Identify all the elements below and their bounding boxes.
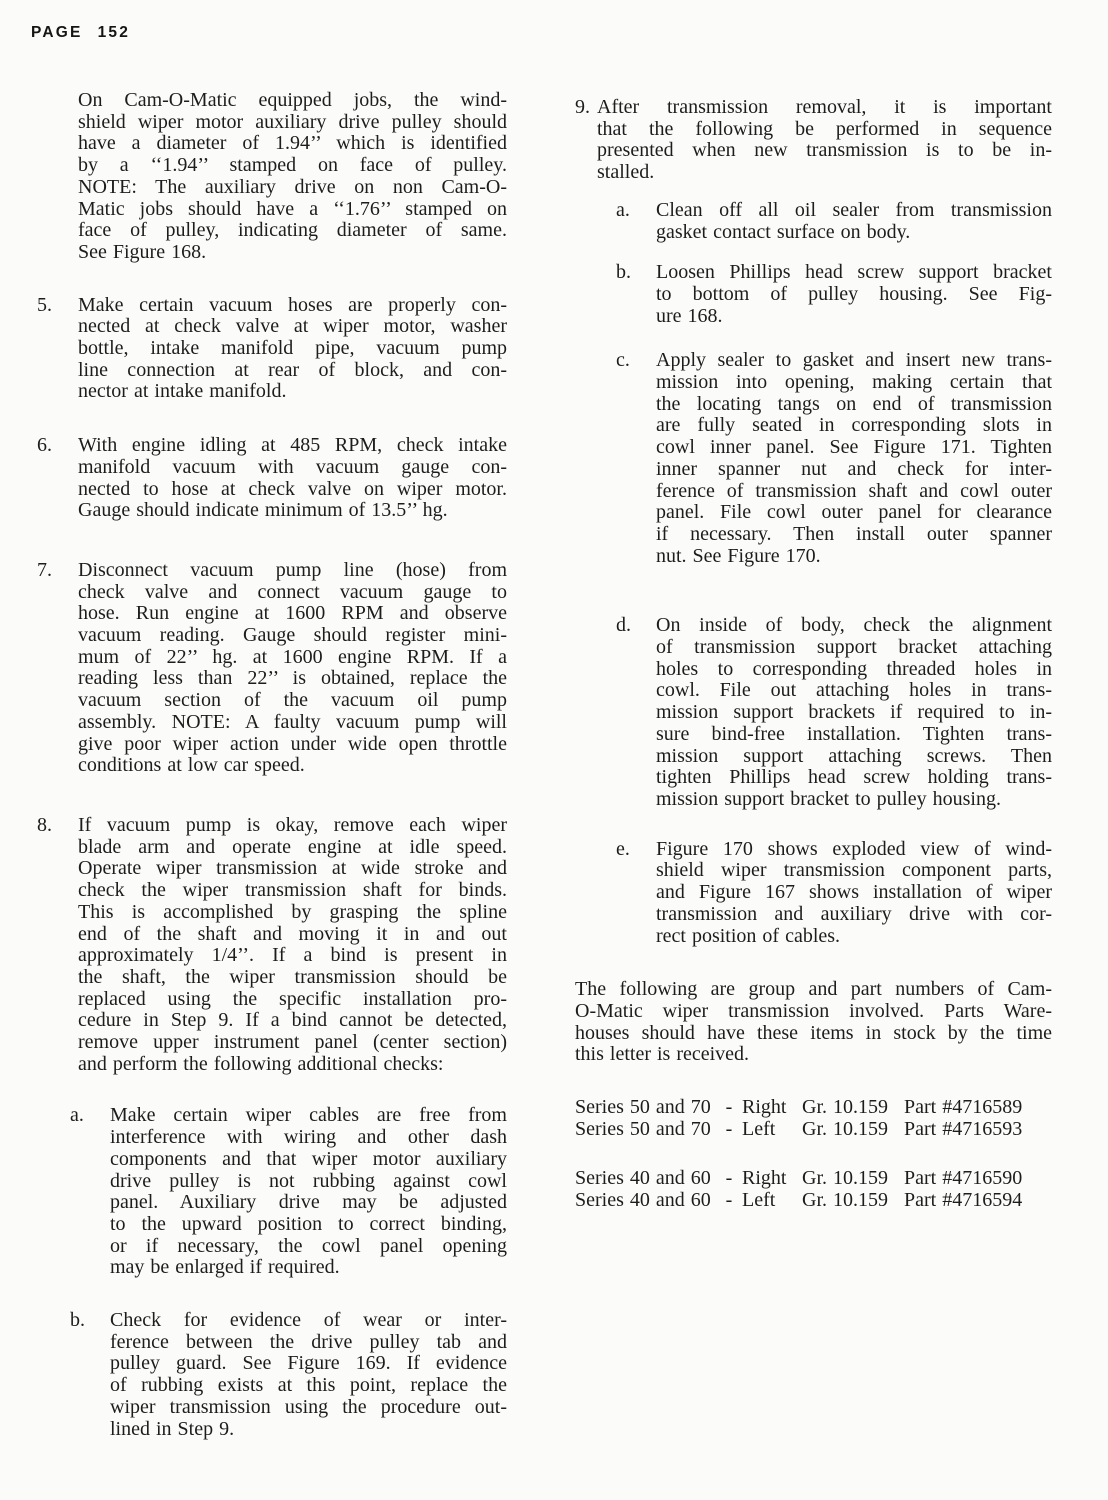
- step-9-sub-d: [616, 615, 1052, 810]
- text-line: conditions at low car speed.: [78, 754, 305, 777]
- text-line: Disconnect vacuum pump line (hose) from: [78, 558, 507, 581]
- step-9-sub-a-text: [656, 200, 1052, 243]
- parts-group-number: Gr. 10.159: [802, 1167, 888, 1190]
- parts-part-number: Part #4716593: [904, 1117, 1023, 1140]
- parts-side: Left: [742, 1189, 776, 1212]
- text-line: the locating tangs on end of transmission: [656, 392, 1052, 415]
- step-7: [37, 560, 507, 777]
- text-line: check valve and connect vacuum gauge to: [78, 580, 507, 603]
- left-column: [37, 90, 507, 1440]
- step-7-text: [78, 560, 507, 777]
- text-line: cedure in Step 9. If a bind cannot be detected,: [78, 1009, 507, 1032]
- text-line: Figure 170 shows exploded view of wind-: [656, 837, 1052, 860]
- text-line: hose. Run engine at 1600 RPM and observe: [78, 602, 507, 625]
- text-line: are fully seated in corresponding slots in: [656, 414, 1052, 437]
- step-8-sub-a: [70, 1105, 507, 1279]
- text-line: the shaft, the wiper transmission should be: [78, 965, 507, 988]
- step-9-sub-d-text: [656, 615, 1052, 810]
- text-line: Make certain vacuum hoses are properly con-: [78, 293, 507, 316]
- text-line: If vacuum pump is okay, remove each wiper: [78, 813, 507, 836]
- text-line: replaced using the specific installation pro-: [78, 987, 507, 1010]
- parts-part-number: Part #4716590: [904, 1167, 1023, 1190]
- text-line: drive pulley is not rubbing against cowl: [110, 1169, 507, 1192]
- step-9-sub-a: [616, 200, 1052, 243]
- step-9-sub-e: [616, 839, 1052, 948]
- text-line: panel. File cowl outer panel for clearance: [656, 501, 1052, 524]
- text-line: This is accomplished by grasping the spline: [78, 900, 507, 923]
- page-number: PAGE 152: [31, 24, 131, 41]
- text-line: and perform the following additional checks:: [78, 1052, 444, 1075]
- text-line: by a ‘‘1.94’’ stamped on face of pulley.: [78, 154, 507, 177]
- text-line: nut. See Figure 170.: [656, 544, 821, 567]
- text-line: wiper transmission using the procedure out-: [110, 1395, 507, 1418]
- parts-side: Right: [742, 1167, 787, 1190]
- parts-list-series-40-60: [575, 1168, 1052, 1211]
- text-line: remove upper instrument panel (center section): [78, 1031, 507, 1054]
- text-line: cowl. File out attaching holes in trans-: [656, 679, 1052, 702]
- text-line: approximately 1/4’’. If a bind is present in: [78, 944, 507, 967]
- text-line: of rubbing exists at this point, replace the: [110, 1374, 507, 1397]
- text-line: holes to corresponding threaded holes in: [656, 657, 1052, 680]
- text-line: ference between the drive pulley tab and: [110, 1330, 507, 1353]
- text-line: nector at intake manifold.: [78, 380, 287, 403]
- text-line: ure 168.: [656, 304, 723, 327]
- text-line: panel. Auxiliary drive may be adjusted: [110, 1191, 507, 1214]
- text-line: nected at check valve at wiper motor, washer: [78, 315, 507, 338]
- step-9-sub-c-letter: c.: [616, 349, 630, 372]
- parts-row: [575, 1168, 1052, 1190]
- step-8-sub-b: [70, 1310, 507, 1440]
- step-9-sub-b-letter: b.: [616, 261, 631, 284]
- text-line: to the upward position to correct binding,: [110, 1212, 507, 1235]
- step-7-number: 7.: [37, 558, 52, 581]
- step-8: [37, 815, 507, 1075]
- text-line: O-Matic wiper transmission involved. Parts Ware-: [575, 999, 1052, 1022]
- text-line: components and that wiper motor auxiliary: [110, 1147, 507, 1170]
- text-line: transmission and auxiliary drive with cor-: [656, 902, 1052, 925]
- parts-side: Left: [742, 1117, 776, 1140]
- right-column: [575, 97, 1052, 1212]
- text-line: shield wiper motor auxiliary drive pulley should: [78, 110, 507, 133]
- parts-separator: -: [725, 1189, 733, 1212]
- parts-separator: -: [725, 1096, 733, 1119]
- step-6-number: 6.: [37, 434, 52, 457]
- step-5-number: 5.: [37, 293, 52, 316]
- parts-separator: -: [725, 1167, 733, 1190]
- parts-group-number: Gr. 10.159: [802, 1096, 888, 1119]
- text-line: mum of 22’’ hg. at 1600 engine RPM. If a: [78, 645, 507, 668]
- step-6: [37, 435, 507, 522]
- paragraph-closing: [575, 979, 1052, 1066]
- text-line: give poor wiper action under wide open throttle: [78, 732, 507, 755]
- step-9-sub-c: [616, 350, 1052, 567]
- text-line: On Cam-O-Matic equipped jobs, the wind-: [78, 89, 507, 111]
- step-9-sub-e-text: [656, 839, 1052, 948]
- text-line: shield wiper transmission component parts,: [656, 859, 1052, 882]
- text-line: After transmission removal, it is important: [597, 96, 1052, 118]
- parts-series: Series 50 and 70: [575, 1096, 711, 1119]
- parts-group-number: Gr. 10.159: [802, 1189, 888, 1212]
- parts-row: [575, 1190, 1052, 1212]
- text-line: mission support attaching screws. Then: [656, 744, 1052, 767]
- text-line: may be enlarged if required.: [110, 1256, 340, 1279]
- text-line: stalled.: [597, 161, 655, 184]
- step-9-sub-e-letter: e.: [616, 837, 630, 860]
- text-line: NOTE: The auxiliary drive on non Cam-O-: [78, 175, 507, 198]
- text-line: lined in Step 9.: [110, 1417, 235, 1440]
- parts-list-series-50-70: [575, 1097, 1052, 1140]
- parts-series: Series 40 and 60: [575, 1167, 711, 1190]
- text-line: face of pulley, indicating diameter of same.: [78, 219, 507, 242]
- step-5: [37, 295, 507, 404]
- text-line: manifold vacuum with vacuum gauge con-: [78, 455, 507, 478]
- text-line: The following are group and part numbers of Cam-: [575, 978, 1052, 1001]
- text-line: bottle, intake manifold pipe, vacuum pump: [78, 337, 507, 360]
- text-line: inner spanner nut and check for inter-: [656, 457, 1052, 480]
- step-9-sub-b: [616, 262, 1052, 327]
- parts-side: Right: [742, 1096, 787, 1119]
- text-line: blade arm and operate engine at idle speed.: [78, 835, 507, 858]
- step-8-sub-b-letter: b.: [70, 1309, 85, 1332]
- text-line: Operate wiper transmission at wide stroke and: [78, 857, 507, 880]
- text-line: rect position of cables.: [656, 924, 841, 947]
- parts-separator: -: [725, 1117, 733, 1140]
- text-line: and Figure 167 shows installation of wiper: [656, 881, 1052, 904]
- step-9-number: 9.: [575, 96, 590, 118]
- text-line: See Figure 168.: [78, 240, 207, 263]
- text-line: gasket contact surface on body.: [656, 220, 911, 243]
- parts-row: [575, 1097, 1052, 1119]
- step-9-sub-a-letter: a.: [616, 198, 630, 221]
- step-8-sub-a-letter: a.: [70, 1104, 84, 1127]
- parts-part-number: Part #4716594: [904, 1189, 1023, 1212]
- text-line: tighten Phillips head screw holding trans-: [656, 766, 1052, 789]
- step-9-sub-d-letter: d.: [616, 614, 631, 637]
- text-line: mission support brackets if required to in-: [656, 701, 1052, 724]
- step-8-sub-b-text: [110, 1310, 507, 1440]
- parts-series: Series 40 and 60: [575, 1189, 711, 1212]
- text-line: Apply sealer to gasket and insert new trans-: [656, 349, 1052, 372]
- text-line: With engine idling at 485 RPM, check intake: [78, 434, 507, 457]
- paragraph-intro: [37, 90, 507, 264]
- text-line: nected to hose at check valve on wiper motor.: [78, 477, 507, 500]
- step-8-text: [78, 815, 507, 1075]
- step-9: [575, 97, 1052, 184]
- step-9-sub-c-text: [656, 350, 1052, 567]
- text-line: Matic jobs should have a ‘‘1.76’’ stamped on: [78, 197, 507, 220]
- parts-part-number: Part #4716589: [904, 1096, 1023, 1119]
- text-line: assembly. NOTE: A faulty vacuum pump will: [78, 710, 507, 733]
- text-line: of transmission support bracket attaching: [656, 636, 1052, 659]
- text-line: sure bind-free installation. Tighten trans-: [656, 722, 1052, 745]
- text-line: mission support bracket to pulley housing.: [656, 787, 1001, 810]
- text-line: Clean off all oil sealer from transmission: [656, 198, 1052, 221]
- text-line: this letter is received.: [575, 1043, 750, 1066]
- text-line: On inside of body, check the alignment: [656, 614, 1052, 637]
- text-line: presented when new transmission is to be in-: [597, 139, 1052, 162]
- text-line: Make certain wiper cables are free from: [110, 1104, 507, 1127]
- text-line: ference of transmission shaft and cowl outer: [656, 479, 1052, 502]
- step-9-sub-b-text: [656, 262, 1052, 327]
- parts-group-number: Gr. 10.159: [802, 1117, 888, 1140]
- text-line: reading less than 22’’ is obtained, replace the: [78, 667, 507, 690]
- step-9-text: [597, 97, 1052, 184]
- text-line: end of the shaft and moving it in and out: [78, 922, 507, 945]
- text-line: if necessary. Then install outer spanner: [656, 522, 1052, 545]
- text-line: cowl inner panel. See Figure 171. Tighten: [656, 436, 1052, 459]
- parts-row: [575, 1119, 1052, 1141]
- text-line: Loosen Phillips head screw support bracket: [656, 261, 1052, 284]
- parts-series: Series 50 and 70: [575, 1117, 711, 1140]
- step-8-sub-a-text: [110, 1105, 507, 1279]
- text-line: interference with wiring and other dash: [110, 1126, 507, 1149]
- text-line: mission into opening, making certain that: [656, 371, 1052, 394]
- step-5-text: [78, 295, 507, 404]
- text-line: Check for evidence of wear or inter-: [110, 1309, 507, 1332]
- text-line: vacuum reading. Gauge should register mini-: [78, 624, 507, 647]
- text-line: vacuum section of the vacuum oil pump: [78, 689, 507, 712]
- text-line: houses should have these items in stock by the time: [575, 1021, 1052, 1044]
- step-8-number: 8.: [37, 813, 52, 836]
- text-line: to bottom of pulley housing. See Fig-: [656, 282, 1052, 305]
- text-line: line connection at rear of block, and con-: [78, 358, 507, 381]
- text-line: pulley guard. See Figure 169. If evidence: [110, 1352, 507, 1375]
- text-line: check the wiper transmission shaft for binds.: [78, 879, 507, 902]
- step-6-text: [78, 435, 507, 522]
- text-line: or if necessary, the cowl panel opening: [110, 1234, 507, 1257]
- text-line: that the following be performed in sequence: [597, 117, 1052, 140]
- text-line: have a diameter of 1.94’’ which is identified: [78, 132, 507, 155]
- text-line: Gauge should indicate minimum of 13.5’’ hg.: [78, 499, 448, 522]
